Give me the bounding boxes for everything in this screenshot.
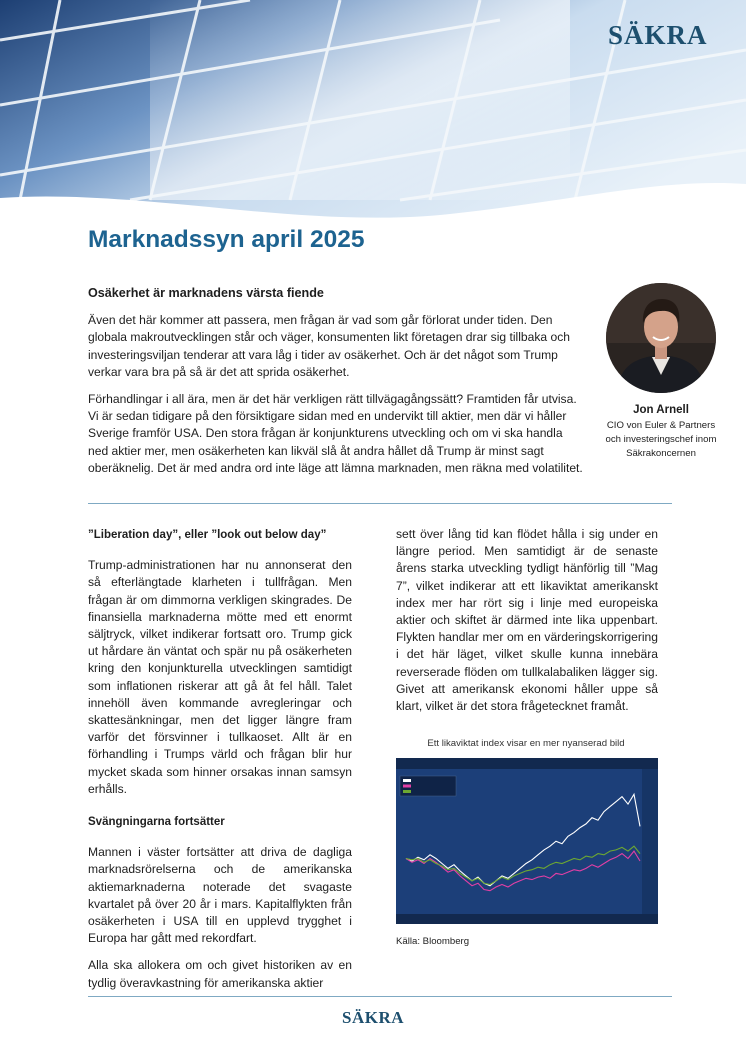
section-heading-liberation-day: ”Liberation day”, eller ”look out below day” (88, 529, 327, 541)
figure-caption: Ett likaviktat index visar en mer nyanserad bild (427, 738, 625, 749)
footer-logo: SÄKRA (341, 1008, 404, 1027)
intro-text (88, 312, 585, 487)
intro-paragraph-2: Förhandlingar i all ära, men är det här verkligen rätt tillvägagångssätt? Framtiden får utvisa. Vi är sedan tidigare på den försiktigare sidan med en undervikt till aktier, men där vi håller Sverige framför USA. Den stora frågan är konjunkturens utveckling och om vi ska handla ned aktier mer, men osäkerheten kan likväl slå åt andra hållet då Trump är minst sagt oberäknelig. Det är med andra ord inte läge att lämna marknaden, men räkna med volatilitet. (88, 391, 583, 476)
chart-legend-swatch-3 (403, 790, 411, 793)
portrait-photo (606, 283, 716, 393)
section1-paragraph: Trump-administrationen har nu annonserat den så efterlängtade klarheten i tullfrågan. Men frågan är om dimmorna verkligen skingrades. De finansiella marknaderna mötte med ett enormt säljtryck, vilket indikerar fortsatt oro. Trump gick ut hårdare än väntat och spär nu på osäkerheten kring den konjunkturella utvecklingen samtidigt som inflationen riskerar att gå åt fel håll. Talet innehöll även kommande avregleringar och skattesänkningar, men det ligger längre fram varför det försvinner i tullkaoset. Allt är en förhandling i Trumps värld och frågan blir hur mycket skada som hinner orsakas innan samsyn erhålls. (88, 558, 352, 796)
person-info (585, 404, 737, 461)
person-name: Jon Arnell (633, 404, 689, 416)
chart-legend-swatch-1 (403, 779, 411, 782)
section-heading-svangningarna: Svängningarna fortsätter (88, 816, 225, 829)
person-role-line-1: CIO von Euler & Partners (606, 420, 716, 431)
person-role-line-2: och investeringschef inom (605, 434, 717, 445)
section-subtitle: Osäkerhet är marknadens värsta fiende (88, 286, 324, 300)
chart-svg (396, 758, 658, 924)
section2-paragraph-1: Mannen i väster fortsätter att driva de dagliga marknadsrörelserna och de amerikanska aktiemarknaderna noterade det svagaste kvartalet på över 20 år i mars. Kapitalflykten från osäkerheten i USA till en upplevd trygghet i Europa har gått med rekordfart. (88, 845, 352, 946)
chart (396, 758, 658, 924)
divider-bottom (88, 996, 672, 997)
section2-paragraph-2: Alla ska allokera om och givet historiken av en tydlig överavkastning för amerikanska aktier (88, 958, 352, 990)
page-title: Marknadssyn april 2025 (88, 226, 365, 253)
brand-logo: SÄKRA (608, 20, 708, 50)
figure-source: Källa: Bloomberg (396, 936, 470, 947)
chart-legend-swatch-2 (403, 785, 411, 788)
person-role-line-3: Säkrakoncernen (626, 448, 696, 459)
right-paragraph: sett över lång tid kan flödet hålla i sig under en längre period. Men samtidigt är de senaste årens starka utveckling tydligt hänförlig till ”Mag 7”, vilket indikerar att ett likaviktat amerikanskt index mer har rört sig i linje med europeiska aktier och skiftet är därmed inte lika uppenbart. Flykten handlar mer om en värderingskorrigering i det här läget, vilket skulle kunna innebära reverserade flöden om tullkalabaliken lägger sig. Givet att amerikansk ekonomi håller uppe så klart, vilket är det stora frågetecknet framåt. (396, 527, 658, 714)
chart-y-axis-band (642, 769, 658, 914)
divider-top (88, 503, 672, 504)
hero-image (0, 0, 746, 232)
chart-header-bar (396, 758, 658, 769)
chart-x-axis-band (396, 914, 658, 924)
right-column (396, 526, 658, 725)
left-column (88, 527, 352, 1002)
intro-paragraph-1: Även det här kommer att passera, men frågan är vad som går förlorat under tiden. Den globala makroutvecklingen står och väger, konsumenten likt företagen drar sig tillbaka och investeringsviljan tenderar att vara låg i tider av osäkerhet. Och är det något som Trump verkar vara bra på så är det att sprida osäkerhet. (88, 313, 571, 380)
avatar (606, 283, 716, 393)
